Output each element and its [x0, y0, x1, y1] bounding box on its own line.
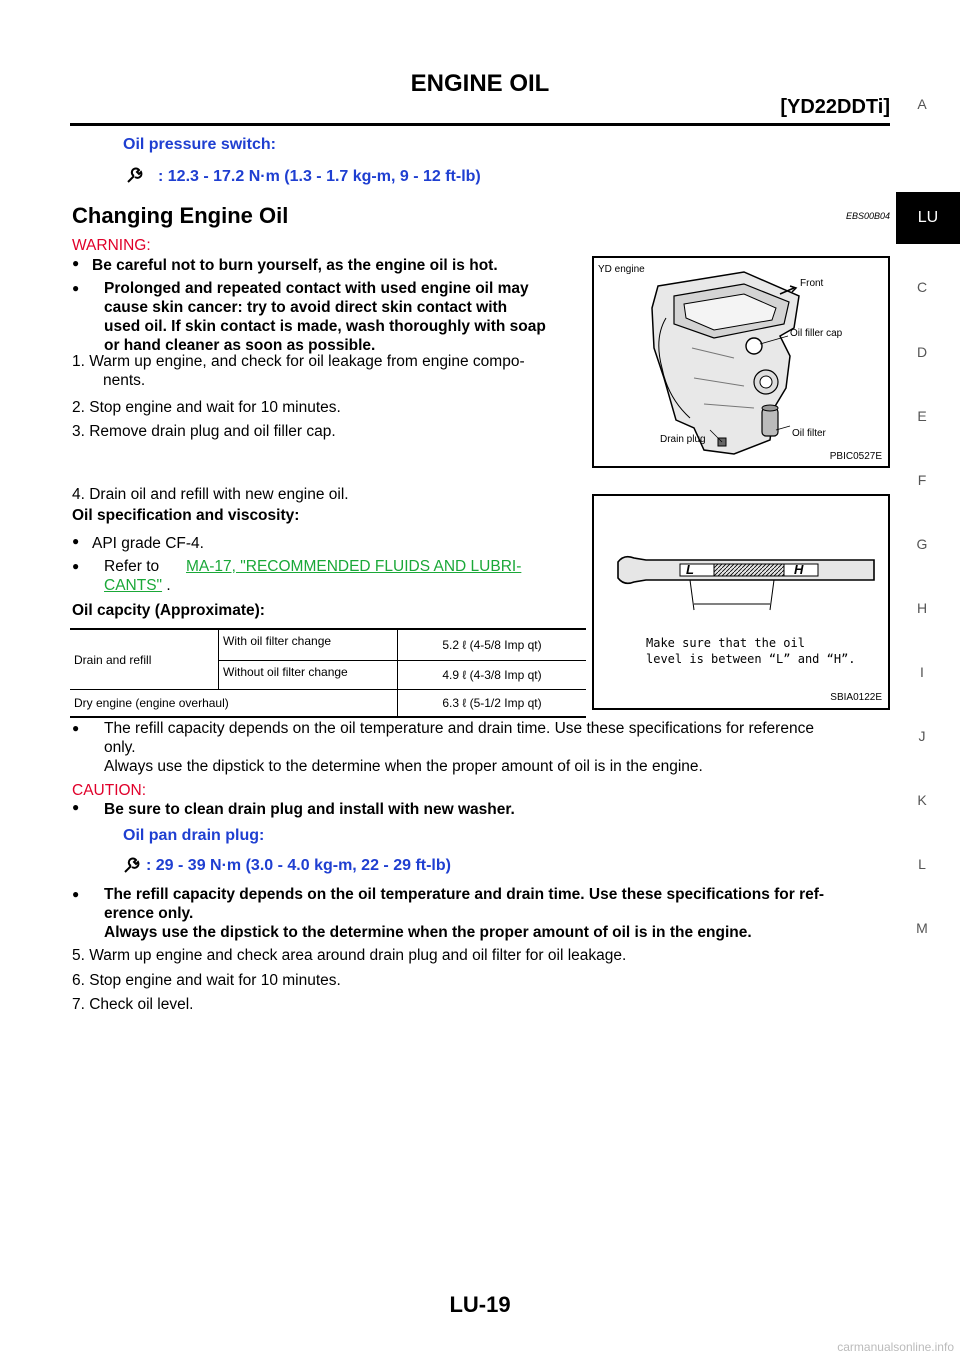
step-1: 1. Warm up engine, and check for oil leakage from engine compo-	[72, 353, 525, 370]
capacity-table	[70, 628, 586, 718]
bullet-icon: ●	[72, 559, 80, 573]
recommended-fluids-link[interactable]: MA-17, "RECOMMENDED FLUIDS AND LUBRI-	[186, 558, 522, 575]
bullet-icon: ●	[72, 256, 80, 270]
side-index-k[interactable]: K	[917, 792, 927, 808]
side-index-h[interactable]: H	[916, 600, 928, 616]
side-index-e[interactable]: E	[917, 408, 927, 424]
page-title: ENGINE OIL	[410, 70, 550, 97]
dipstick-figure	[592, 494, 890, 710]
fig2-note-line-1: Make sure that the oil	[646, 636, 805, 650]
table-row	[70, 690, 586, 718]
capacity-heading: Oil capcity (Approximate):	[72, 602, 265, 619]
side-index-c[interactable]: C	[916, 279, 928, 295]
oil-pressure-switch-label: Oil pressure switch:	[123, 136, 276, 153]
side-index-j[interactable]: J	[918, 728, 926, 744]
torque-wrench-icon	[122, 856, 142, 874]
step-7: 7. Check oil level.	[72, 996, 194, 1013]
capacity-r3-value: 6.3 ℓ (5-1/2 Imp qt)	[442, 696, 542, 710]
fig2-note-line-2: level is between “L” and “H”.	[646, 652, 856, 666]
fig2-h-mark: H	[794, 562, 804, 577]
fig2-l-mark: L	[686, 562, 694, 577]
capacity-r2-value: 4.9 ℓ (4-3/8 Imp qt)	[398, 661, 587, 690]
bullet-icon: ●	[72, 721, 80, 735]
torque-wrench-icon	[125, 166, 145, 184]
step-1-cont: nents.	[103, 372, 146, 389]
side-index-m[interactable]: M	[916, 920, 928, 936]
capacity-r3-label: Dry engine (engine overhaul)	[70, 690, 398, 718]
header-divider	[70, 123, 890, 126]
side-index-g[interactable]: G	[916, 536, 928, 552]
step-3: 3. Remove drain plug and oil filler cap.	[72, 423, 336, 440]
section-code: EBS00B04	[845, 211, 890, 221]
side-index-l[interactable]: L	[918, 856, 926, 872]
fig2-code: SBIA0122E	[830, 692, 882, 703]
bullet-icon: ●	[72, 887, 80, 901]
oil-pressure-switch-torque: : 12.3 - 17.2 N·m (1.3 - 1.7 kg-m, 9 - 12 ft-lb)	[158, 168, 481, 185]
side-index-lu-active[interactable]: LU	[896, 192, 960, 244]
drain-plug-spec-label: Oil pan drain plug:	[123, 827, 265, 844]
engine-illustration	[594, 258, 888, 466]
recommended-fluids-link-cont[interactable]: CANTS"	[104, 577, 163, 594]
bullet-icon: ●	[72, 800, 80, 814]
bullet-icon: ●	[72, 281, 80, 295]
fig1-front-label: Front	[800, 278, 824, 289]
fig1-filler-cap-label: Oil filler cap	[790, 328, 843, 339]
engine-model: [YD22DDTi]	[780, 96, 890, 118]
bullet-icon: ●	[72, 534, 80, 548]
watermark: carmanualsonline.info	[837, 1340, 954, 1354]
capacity-r1-value: 5.2 ℓ (4-5/8 Imp qt)	[398, 629, 587, 661]
fig1-code: PBIC0527E	[829, 451, 882, 462]
fig1-engine-label: YD engine	[598, 264, 645, 275]
fig1-oil-filter-label: Oil filter	[792, 428, 826, 439]
step-2: 2. Stop engine and wait for 10 minutes.	[72, 399, 341, 416]
side-index-a[interactable]: A	[917, 96, 927, 112]
engine-figure	[592, 256, 890, 468]
drain-plug-torque: : 29 - 39 N·m (3.0 - 4.0 kg-m, 22 - 29 ft-lb)	[146, 857, 451, 874]
table-row	[70, 629, 586, 661]
dipstick-illustration	[594, 496, 888, 708]
side-index-f[interactable]: F	[917, 472, 927, 488]
section-title: Changing Engine Oil	[72, 203, 289, 228]
fig1-drain-plug-label: Drain plug	[660, 434, 706, 445]
capacity-r2-label: Without oil filter change	[219, 661, 398, 690]
page-number: LU-19	[449, 1292, 511, 1317]
step-5: 5. Warm up engine and check area around drain plug and oil filter for oil leakage.	[72, 947, 627, 964]
capacity-r1-label: With oil filter change	[219, 629, 398, 661]
side-index-i[interactable]: I	[920, 664, 924, 680]
caution-label: CAUTION:	[72, 782, 147, 799]
capacity-group-cell: Drain and refill	[70, 629, 219, 690]
warning-label: WARNING:	[72, 237, 151, 254]
oil-spec-heading: Oil specification and viscosity:	[72, 507, 300, 524]
side-index-d[interactable]: D	[916, 344, 928, 360]
step-6: 6. Stop engine and wait for 10 minutes.	[72, 972, 341, 989]
step-4: 4. Drain oil and refill with new engine oil.	[72, 486, 349, 503]
